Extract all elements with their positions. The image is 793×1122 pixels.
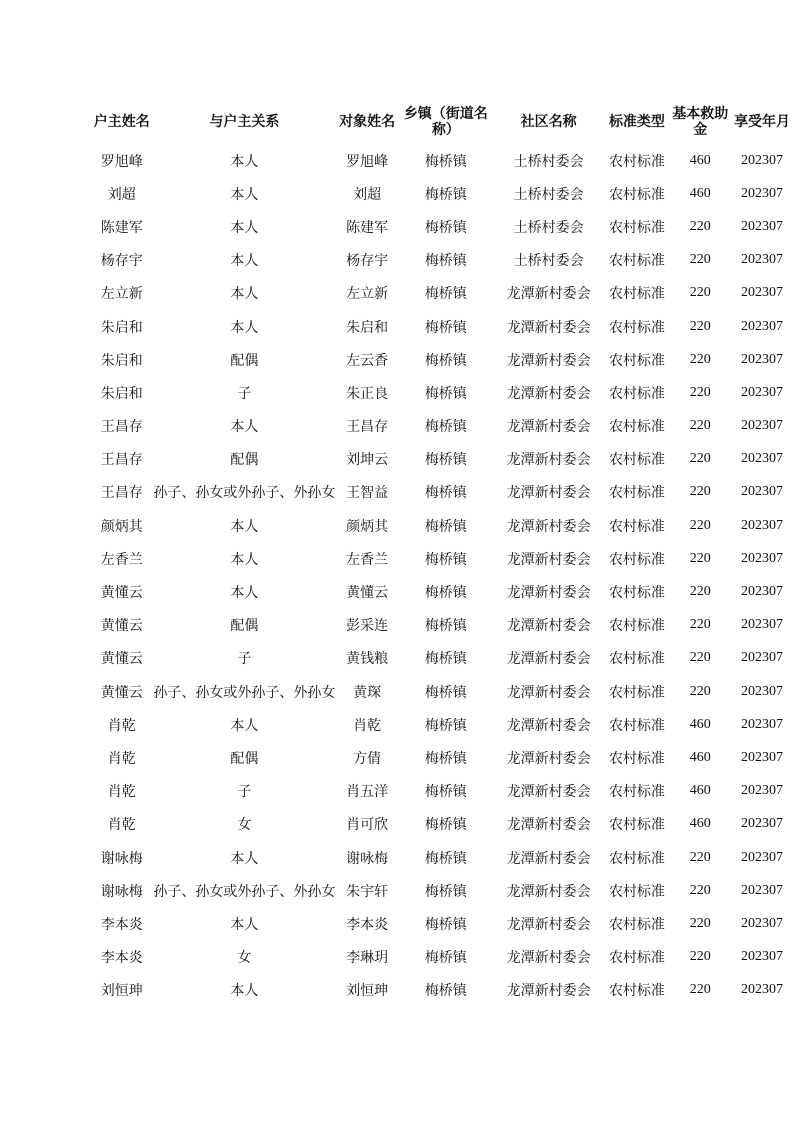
cell-community: 龙潭新村委会 (506, 319, 591, 336)
cell-basic-aid: 220 (689, 384, 711, 400)
cell-relation: 本人 (230, 850, 259, 867)
cell-township: 梅桥镇 (424, 850, 467, 867)
cell-community: 龙潭新村委会 (506, 784, 591, 801)
cell-township: 梅桥镇 (424, 452, 467, 469)
cell-period: 202307 (741, 882, 784, 898)
cell-householder-name: 黄懂云 (100, 585, 143, 602)
cell-basic-aid: 220 (689, 882, 711, 898)
cell-relation: 配偶 (230, 452, 259, 469)
table-row (90, 476, 793, 509)
cell-period: 202307 (741, 915, 784, 931)
header-township: 乡镇（街道名称） (403, 106, 488, 138)
cell-relation: 孙子、孙女或外孙子、外孙女 (153, 684, 336, 701)
table-row (90, 575, 793, 608)
cell-township: 梅桥镇 (424, 419, 467, 436)
cell-township: 梅桥镇 (424, 618, 467, 635)
cell-householder-name: 王昌存 (100, 485, 143, 502)
cell-township: 梅桥镇 (424, 916, 467, 933)
cell-period: 202307 (741, 484, 784, 500)
cell-township: 梅桥镇 (424, 385, 467, 402)
cell-standard-type: 农村标准 (608, 585, 665, 602)
cell-community: 土桥村委会 (513, 253, 584, 270)
table-row (90, 874, 793, 907)
table-row (90, 277, 793, 310)
cell-township: 梅桥镇 (424, 750, 467, 767)
cell-period: 202307 (741, 252, 784, 268)
cell-basic-aid: 220 (689, 517, 711, 533)
cell-period: 202307 (741, 683, 784, 699)
table-row (90, 376, 793, 409)
cell-period: 202307 (741, 351, 784, 367)
cell-basic-aid: 220 (689, 451, 711, 467)
cell-basic-aid: 460 (689, 783, 711, 799)
cell-standard-type: 农村标准 (608, 883, 665, 900)
cell-householder-name: 罗旭峰 (100, 153, 143, 170)
cell-recipient-name: 罗旭峰 (346, 153, 389, 170)
table-header-row (90, 100, 793, 144)
cell-householder-name: 肖乾 (107, 717, 136, 734)
cell-relation: 本人 (230, 186, 259, 203)
cell-township: 梅桥镇 (424, 518, 467, 535)
cell-relation: 女 (237, 950, 252, 967)
cell-standard-type: 农村标准 (608, 186, 665, 203)
cell-standard-type: 农村标准 (608, 618, 665, 635)
cell-period: 202307 (741, 152, 784, 168)
cell-basic-aid: 220 (689, 484, 711, 500)
cell-community: 龙潭新村委会 (506, 684, 591, 701)
cell-relation: 本人 (230, 916, 259, 933)
cell-township: 梅桥镇 (424, 186, 467, 203)
cell-period: 202307 (741, 218, 784, 234)
cell-householder-name: 颜炳其 (100, 518, 143, 535)
cell-community: 龙潭新村委会 (506, 385, 591, 402)
table-row (90, 509, 793, 542)
table-row (90, 210, 793, 243)
cell-relation: 本人 (230, 219, 259, 236)
cell-householder-name: 杨存宇 (100, 253, 143, 270)
cell-community: 土桥村委会 (513, 153, 584, 170)
cell-community: 土桥村委会 (513, 219, 584, 236)
cell-recipient-name: 左香兰 (346, 551, 389, 568)
cell-community: 龙潭新村委会 (506, 916, 591, 933)
cell-standard-type: 农村标准 (608, 485, 665, 502)
table-row (90, 542, 793, 575)
cell-community: 龙潭新村委会 (506, 485, 591, 502)
table-row (90, 675, 793, 708)
cell-standard-type: 农村标准 (608, 684, 665, 701)
cell-recipient-name: 朱宇轩 (346, 883, 389, 900)
cell-period: 202307 (741, 982, 784, 998)
cell-township: 梅桥镇 (424, 585, 467, 602)
cell-relation: 本人 (230, 983, 259, 1000)
cell-relation: 子 (237, 784, 252, 801)
cell-recipient-name: 颜炳其 (346, 518, 389, 535)
cell-period: 202307 (741, 716, 784, 732)
cell-community: 龙潭新村委会 (506, 419, 591, 436)
table-row (90, 841, 793, 874)
cell-standard-type: 农村标准 (608, 717, 665, 734)
cell-relation: 本人 (230, 585, 259, 602)
cell-recipient-name: 王昌存 (346, 419, 389, 436)
cell-householder-name: 刘超 (107, 186, 136, 203)
cell-township: 梅桥镇 (424, 286, 467, 303)
cell-township: 梅桥镇 (424, 784, 467, 801)
cell-standard-type: 农村标准 (608, 153, 665, 170)
cell-standard-type: 农村标准 (608, 750, 665, 767)
cell-community: 龙潭新村委会 (506, 950, 591, 967)
cell-recipient-name: 朱正良 (346, 385, 389, 402)
cell-relation: 孙子、孙女或外孙子、外孙女 (153, 883, 336, 900)
cell-period: 202307 (741, 650, 784, 666)
cell-householder-name: 谢咏梅 (100, 883, 143, 900)
cell-recipient-name: 王智益 (346, 485, 389, 502)
cell-township: 梅桥镇 (424, 485, 467, 502)
cell-recipient-name: 杨存宇 (346, 253, 389, 270)
cell-community: 龙潭新村委会 (506, 850, 591, 867)
cell-period: 202307 (741, 849, 784, 865)
cell-basic-aid: 220 (689, 252, 711, 268)
cell-householder-name: 刘恒珅 (100, 983, 143, 1000)
cell-householder-name: 陈建军 (100, 219, 143, 236)
cell-township: 梅桥镇 (424, 651, 467, 668)
table-row (90, 907, 793, 940)
cell-basic-aid: 460 (689, 816, 711, 832)
cell-standard-type: 农村标准 (608, 916, 665, 933)
cell-householder-name: 朱启和 (100, 352, 143, 369)
assistance-table (90, 100, 793, 1007)
cell-relation: 女 (237, 817, 252, 834)
cell-basic-aid: 460 (689, 152, 711, 168)
cell-relation: 本人 (230, 153, 259, 170)
table-row (90, 410, 793, 443)
cell-standard-type: 农村标准 (608, 784, 665, 801)
cell-recipient-name: 刘超 (353, 186, 382, 203)
cell-householder-name: 左香兰 (100, 551, 143, 568)
cell-basic-aid: 460 (689, 185, 711, 201)
cell-recipient-name: 左云香 (346, 352, 389, 369)
table-row (90, 144, 793, 177)
cell-standard-type: 农村标准 (608, 518, 665, 535)
cell-period: 202307 (741, 783, 784, 799)
table-row (90, 244, 793, 277)
cell-householder-name: 王昌存 (100, 419, 143, 436)
cell-recipient-name: 肖可欣 (346, 817, 389, 834)
header-recipient-name: 对象姓名 (339, 114, 396, 130)
table-row (90, 642, 793, 675)
cell-basic-aid: 220 (689, 650, 711, 666)
cell-recipient-name: 黄琛 (353, 684, 382, 701)
cell-recipient-name: 方倩 (353, 750, 382, 767)
cell-basic-aid: 220 (689, 915, 711, 931)
cell-standard-type: 农村标准 (608, 385, 665, 402)
cell-householder-name: 李本炎 (100, 916, 143, 933)
table-row (90, 808, 793, 841)
cell-community: 龙潭新村委会 (506, 883, 591, 900)
header-community: 社区名称 (520, 114, 577, 130)
cell-relation: 配偶 (230, 352, 259, 369)
cell-community: 龙潭新村委会 (506, 983, 591, 1000)
cell-community: 龙潭新村委会 (506, 352, 591, 369)
cell-community: 龙潭新村委会 (506, 286, 591, 303)
table-row (90, 310, 793, 343)
table-row (90, 741, 793, 774)
cell-period: 202307 (741, 318, 784, 334)
cell-recipient-name: 肖五洋 (346, 784, 389, 801)
cell-township: 梅桥镇 (424, 684, 467, 701)
cell-community: 土桥村委会 (513, 186, 584, 203)
cell-relation: 本人 (230, 551, 259, 568)
cell-period: 202307 (741, 550, 784, 566)
cell-recipient-name: 李琳玥 (346, 950, 389, 967)
cell-basic-aid: 220 (689, 318, 711, 334)
cell-basic-aid: 460 (689, 749, 711, 765)
cell-relation: 本人 (230, 419, 259, 436)
header-basic-aid: 基本救助金 (672, 106, 729, 138)
cell-community: 龙潭新村委会 (506, 750, 591, 767)
cell-relation: 子 (237, 385, 252, 402)
cell-basic-aid: 220 (689, 285, 711, 301)
cell-standard-type: 农村标准 (608, 817, 665, 834)
cell-basic-aid: 220 (689, 949, 711, 965)
cell-period: 202307 (741, 816, 784, 832)
cell-basic-aid: 220 (689, 550, 711, 566)
cell-period: 202307 (741, 749, 784, 765)
cell-basic-aid: 220 (689, 418, 711, 434)
cell-community: 龙潭新村委会 (506, 518, 591, 535)
cell-relation: 孙子、孙女或外孙子、外孙女 (153, 485, 336, 502)
cell-relation: 本人 (230, 518, 259, 535)
cell-relation: 本人 (230, 253, 259, 270)
cell-period: 202307 (741, 584, 784, 600)
cell-recipient-name: 谢咏梅 (346, 850, 389, 867)
cell-householder-name: 左立新 (100, 286, 143, 303)
cell-township: 梅桥镇 (424, 983, 467, 1000)
table-row (90, 443, 793, 476)
cell-period: 202307 (741, 384, 784, 400)
cell-community: 龙潭新村委会 (506, 585, 591, 602)
cell-householder-name: 肖乾 (107, 817, 136, 834)
cell-community: 龙潭新村委会 (506, 651, 591, 668)
cell-relation: 本人 (230, 286, 259, 303)
cell-standard-type: 农村标准 (608, 286, 665, 303)
cell-period: 202307 (741, 418, 784, 434)
table-row (90, 708, 793, 741)
cell-basic-aid: 220 (689, 982, 711, 998)
cell-period: 202307 (741, 617, 784, 633)
table-row (90, 343, 793, 376)
cell-period: 202307 (741, 185, 784, 201)
cell-householder-name: 李本炎 (100, 950, 143, 967)
cell-householder-name: 谢咏梅 (100, 850, 143, 867)
cell-community: 龙潭新村委会 (506, 551, 591, 568)
cell-standard-type: 农村标准 (608, 651, 665, 668)
table-row (90, 775, 793, 808)
header-relation: 与户主关系 (209, 114, 280, 130)
cell-relation: 本人 (230, 717, 259, 734)
header-householder-name: 户主姓名 (93, 114, 150, 130)
cell-standard-type: 农村标准 (608, 319, 665, 336)
cell-township: 梅桥镇 (424, 883, 467, 900)
cell-community: 龙潭新村委会 (506, 452, 591, 469)
cell-recipient-name: 彭采连 (346, 618, 389, 635)
cell-township: 梅桥镇 (424, 950, 467, 967)
cell-householder-name: 朱启和 (100, 319, 143, 336)
cell-recipient-name: 左立新 (346, 286, 389, 303)
cell-township: 梅桥镇 (424, 253, 467, 270)
table-row (90, 609, 793, 642)
cell-basic-aid: 220 (689, 218, 711, 234)
cell-township: 梅桥镇 (424, 352, 467, 369)
cell-community: 龙潭新村委会 (506, 618, 591, 635)
cell-householder-name: 肖乾 (107, 784, 136, 801)
cell-community: 龙潭新村委会 (506, 717, 591, 734)
cell-standard-type: 农村标准 (608, 950, 665, 967)
cell-township: 梅桥镇 (424, 153, 467, 170)
cell-recipient-name: 黄钱粮 (346, 651, 389, 668)
cell-basic-aid: 460 (689, 716, 711, 732)
cell-basic-aid: 220 (689, 849, 711, 865)
cell-period: 202307 (741, 517, 784, 533)
table-row (90, 974, 793, 1007)
table-row (90, 941, 793, 974)
cell-basic-aid: 220 (689, 683, 711, 699)
cell-recipient-name: 刘坤云 (346, 452, 389, 469)
cell-recipient-name: 朱启和 (346, 319, 389, 336)
cell-standard-type: 农村标准 (608, 352, 665, 369)
cell-basic-aid: 220 (689, 584, 711, 600)
cell-householder-name: 王昌存 (100, 452, 143, 469)
cell-recipient-name: 肖乾 (353, 717, 382, 734)
cell-basic-aid: 220 (689, 617, 711, 633)
cell-relation: 子 (237, 651, 252, 668)
header-period: 享受年月 (734, 114, 791, 130)
cell-period: 202307 (741, 285, 784, 301)
table-row (90, 177, 793, 210)
cell-householder-name: 黄懂云 (100, 618, 143, 635)
cell-recipient-name: 刘恒珅 (346, 983, 389, 1000)
cell-standard-type: 农村标准 (608, 419, 665, 436)
cell-basic-aid: 220 (689, 351, 711, 367)
cell-township: 梅桥镇 (424, 717, 467, 734)
cell-standard-type: 农村标准 (608, 253, 665, 270)
cell-householder-name: 黄懂云 (100, 651, 143, 668)
cell-standard-type: 农村标准 (608, 551, 665, 568)
cell-standard-type: 农村标准 (608, 983, 665, 1000)
cell-householder-name: 肖乾 (107, 750, 136, 767)
cell-householder-name: 朱启和 (100, 385, 143, 402)
header-standard-type: 标准类型 (608, 114, 665, 130)
cell-standard-type: 农村标准 (608, 850, 665, 867)
cell-township: 梅桥镇 (424, 319, 467, 336)
cell-relation: 配偶 (230, 618, 259, 635)
cell-township: 梅桥镇 (424, 551, 467, 568)
cell-recipient-name: 陈建军 (346, 219, 389, 236)
cell-relation: 本人 (230, 319, 259, 336)
cell-township: 梅桥镇 (424, 219, 467, 236)
cell-standard-type: 农村标准 (608, 452, 665, 469)
cell-standard-type: 农村标准 (608, 219, 665, 236)
cell-community: 龙潭新村委会 (506, 817, 591, 834)
cell-period: 202307 (741, 949, 784, 965)
cell-township: 梅桥镇 (424, 817, 467, 834)
cell-householder-name: 黄懂云 (100, 684, 143, 701)
cell-period: 202307 (741, 451, 784, 467)
cell-recipient-name: 黄懂云 (346, 585, 389, 602)
cell-relation: 配偶 (230, 750, 259, 767)
cell-recipient-name: 李本炎 (346, 916, 389, 933)
